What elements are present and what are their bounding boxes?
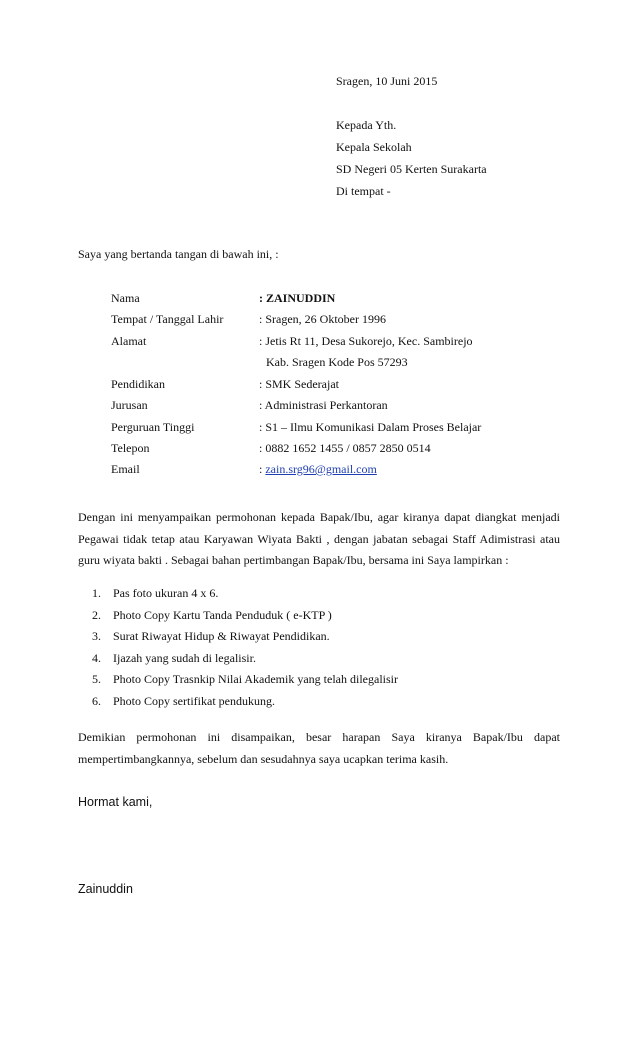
list-number: 2. [92,607,101,622]
closing-line: mempertimbangkannya, sebelum dan sesudahnya saya ucapkan terima kasih. [78,751,449,766]
identity-value: : S1 – Ilmu Komunikasi Dalam Proses Belajar [259,420,482,434]
recipient-line-1: Kepada Yth. [336,118,397,132]
list-text: Surat Riwayat Hidup & Riwayat Pendidikan. [113,629,330,643]
place-date: Sragen, 10 Juni 2015 [336,74,438,88]
recipient-line-2: Kepala Sekolah [336,140,412,154]
identity-value: : Jetis Rt 11, Desa Sukorejo, Kec. Sambirejo [259,334,473,348]
identity-value: : Sragen, 26 Oktober 1996 [259,312,386,326]
list-number: 5. [92,672,101,686]
list-item [92,626,398,648]
body-line: Dengan ini menyampaikan permohonan kepada Bapak/Ibu, agar kiranya dapat diangkat menjadi [78,510,560,524]
list-text: Ijazah yang sudah di legalisir. [113,650,256,665]
email-prefix: : [259,462,266,476]
attachment-list [92,583,398,712]
identity-value: : 0882 1652 1455 / 0857 2850 0514 [259,441,431,455]
body-line: Pegawai tidak tetap atau Karyawan Wiyata Bakti , dengan jabatan sebagai Staff Adimistrasi atau [78,531,560,546]
body-paragraph [78,507,560,572]
identity-label: Telepon [111,441,150,455]
list-text: Photo Copy Kartu Tanda Penduduk ( e-KTP ) [113,607,332,622]
identity-label: Perguruan Tinggi [111,420,195,434]
list-text: Photo Copy Trasnkip Nilai Akademik yang telah dilegalisir [113,672,398,686]
closing-paragraph [78,727,560,770]
closing-line: Demikian permohonan ini disampaikan, besar harapan Saya kiranya Bapak/Ibu dapat [78,730,560,744]
list-number: 4. [92,650,101,665]
recipient-line-3: SD Negeri 05 Kerten Surakarta [336,162,487,176]
list-number: 1. [92,586,101,600]
body-line: guru wiyata bakti . Sebagai bahan pertimbangan Bapak/Ibu, bersama ini Saya lampirkan : [78,553,509,567]
identity-value-name: : ZAINUDDIN [259,291,336,305]
identity-value: : SMK Sederajat [259,377,339,391]
identity-value: : Administrasi Perkantoran [259,398,388,412]
identity-value [259,459,377,480]
list-item [92,583,398,605]
identity-label: Pendidikan [111,377,165,391]
salutation: Hormat kami, [78,795,153,809]
list-text: Pas foto ukuran 4 x 6. [113,586,219,600]
list-text: Photo Copy sertifikat pendukung. [113,693,275,708]
list-item [92,605,398,627]
identity-label: Jurusan [111,398,148,412]
identity-label: Tempat / Tanggal Lahir [111,312,224,326]
recipient-line-4: Di tempat - [336,184,391,198]
identity-label: Email [111,462,140,476]
identity-label: Nama [111,291,140,305]
list-item [92,648,398,670]
email-link[interactable]: zain.srg96@gmail.com [265,462,377,476]
list-item [92,691,398,713]
list-item [92,669,398,691]
opening-line: Saya yang bertanda tangan di bawah ini, : [78,247,279,261]
list-number: 3. [92,629,101,643]
identity-label: Alamat [111,334,147,348]
list-number: 6. [92,693,101,708]
signature-name: Zainuddin [78,882,133,896]
identity-value-continued: Kab. Sragen Kode Pos 57293 [266,355,408,369]
